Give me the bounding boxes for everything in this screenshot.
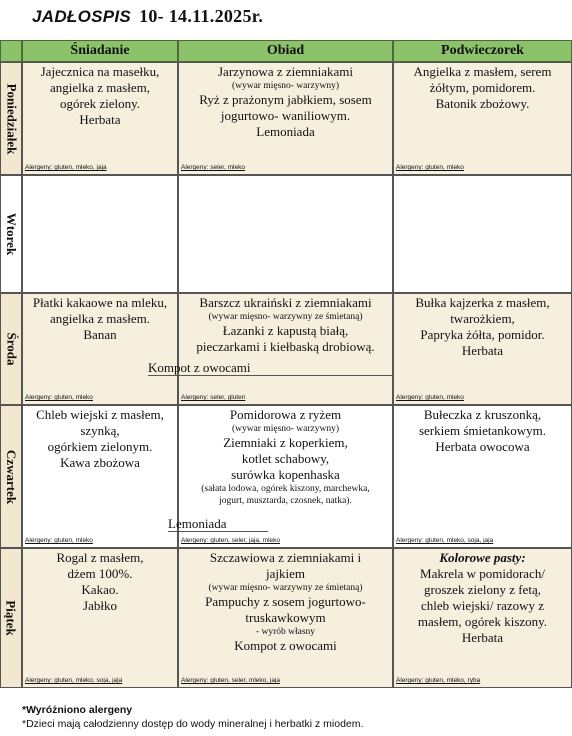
tuesday-snack [393, 175, 572, 293]
monday-breakfast-text: Jajecznica na masełku, angielka z masłem, ogórek zielony. Herbata [40, 64, 160, 127]
thursday-lunch-text: Pomidorowa z ryżem (wywar mięsno- warzywny) Ziemniaki z koperkiem, kotlet schabowy, surówka kopenhaska (sałata lodowa, ogórek kiszony, marchewka, jogurt, musztarda, czosnek, natka). [201, 407, 370, 506]
wednesday-snack [393, 293, 572, 405]
wednesday-breakfast-text: Płatki kakaowe na mleku, angielka z masłem. Banan [32, 295, 168, 342]
monday-lunch-drink: Lemoniada [256, 124, 315, 139]
day-label-wednesday: Środa [0, 293, 22, 405]
header-breakfast: Śniadanie [22, 40, 178, 62]
allergens-label: Alergeny: gluten, mleko, ryba [396, 677, 481, 684]
title-dates: 10- 14.11.2025r. [139, 6, 264, 26]
monday-breakfast [22, 62, 178, 175]
friday-snack [393, 548, 572, 688]
footer-water-note: *Dzieci mają całodzienny dostęp do wody mineralnej i herbatki z miodem. [22, 718, 364, 730]
allergens-label: Alergeny: gluten, mleko, soja, jaja [25, 677, 123, 684]
day-label-tuesday: Wtorek [0, 175, 22, 293]
allergens-label: Alergeny: gluten, seler, jaja, mleko [181, 537, 280, 544]
friday-lunch-text: Szczawiowa z ziemniakami i jajkiem (wywar mięsno- warzywny ze śmietaną) Pampuchy z sosem jogurtowo- truskawkowym - wyrób własny Kompot z owocami [205, 550, 366, 653]
allergens-label: Alergeny: gluten, mleko, soja, jaja [396, 537, 494, 544]
allergens-label: Alergeny: gluten, seler, mleko, jaja [181, 677, 280, 684]
friday-snack-heading: Kolorowe pasty: [439, 550, 526, 565]
thursday-snack [393, 405, 572, 548]
tuesday-breakfast [22, 175, 178, 293]
page-title [32, 6, 263, 27]
wednesday-breakfast [22, 293, 178, 405]
wednesday-snack-text: Bułka kajzerka z masłem, twarożkiem, Papryka żółta, pomidor. Herbata [415, 295, 550, 358]
day-label-monday: Poniedziałek [0, 62, 22, 175]
allergens-label: Alergeny: seler, mleko [181, 164, 245, 171]
wednesday-lunch [178, 293, 393, 405]
allergens-label: Alergeny: seler, gluten [181, 394, 246, 401]
title-label: JADŁOSPIS [32, 7, 132, 26]
thursday-breakfast-text: Chleb wiejski z masłem, szynką, ogórkiem zielonym. Kawa zbożowa [36, 407, 164, 470]
header-corner [0, 40, 22, 62]
monday-lunch-text: Jarzynowa z ziemniakami (wywar mięsno- warzywny) Ryż z prażonym jabłkiem, sosem jogurtowo- waniliowym. Lemoniada [179, 63, 392, 140]
friday-breakfast-text: Rogal z masłem, dżem 100%. Kakao. Jabłko [56, 550, 144, 613]
thursday-breakfast [22, 405, 178, 548]
monday-snack-text: Angielka z masłem, serem żółtym, pomidorem. Batonik zbożowy. [413, 64, 552, 111]
friday-lunch [178, 548, 393, 688]
header-lunch: Obiad [178, 40, 393, 62]
allergens-label: Alergeny: gluten, mleko [396, 394, 464, 401]
allergens-label: Alergeny: gluten, mleko [396, 164, 464, 171]
allergens-label: Alergeny: gluten, mleko, jaja [25, 164, 107, 171]
wednesday-lunch-drink: Kompot z owocami [148, 360, 393, 376]
monday-lunch [178, 62, 393, 175]
menu-table [0, 40, 572, 688]
monday-snack [393, 62, 572, 175]
allergens-label: Alergeny: gluten, mleko [25, 537, 93, 544]
footer-allergen-note: *Wyróżniono alergeny [22, 704, 133, 716]
day-label-friday: Piątek [0, 548, 22, 688]
friday-snack-text: Kolorowe pasty: Makrela w pomidorach/ groszek zielony z fetą, chleb wiejski/ razowy z masłem, ogórek kiszony. Herbata [394, 549, 571, 646]
allergens-label: Alergeny: gluten, mleko [25, 394, 93, 401]
header-snack: Podwieczorek [393, 40, 572, 62]
thursday-lunch-drink: Lemoniada [168, 516, 268, 532]
wednesday-lunch-text: Barszcz ukraiński z ziemniakami (wywar mięsno- warzywny ze śmietaną) Łazanki z kapustą białą, pieczarkami i kiełbaską drobiową. [196, 295, 375, 354]
friday-breakfast [22, 548, 178, 688]
footer-notes [22, 704, 363, 730]
day-label-thursday: Czwartek [0, 405, 22, 548]
tuesday-lunch [178, 175, 393, 293]
thursday-snack-text: Bułeczka z kruszonką, serkiem śmietankowym. Herbata owocowa [418, 407, 547, 454]
